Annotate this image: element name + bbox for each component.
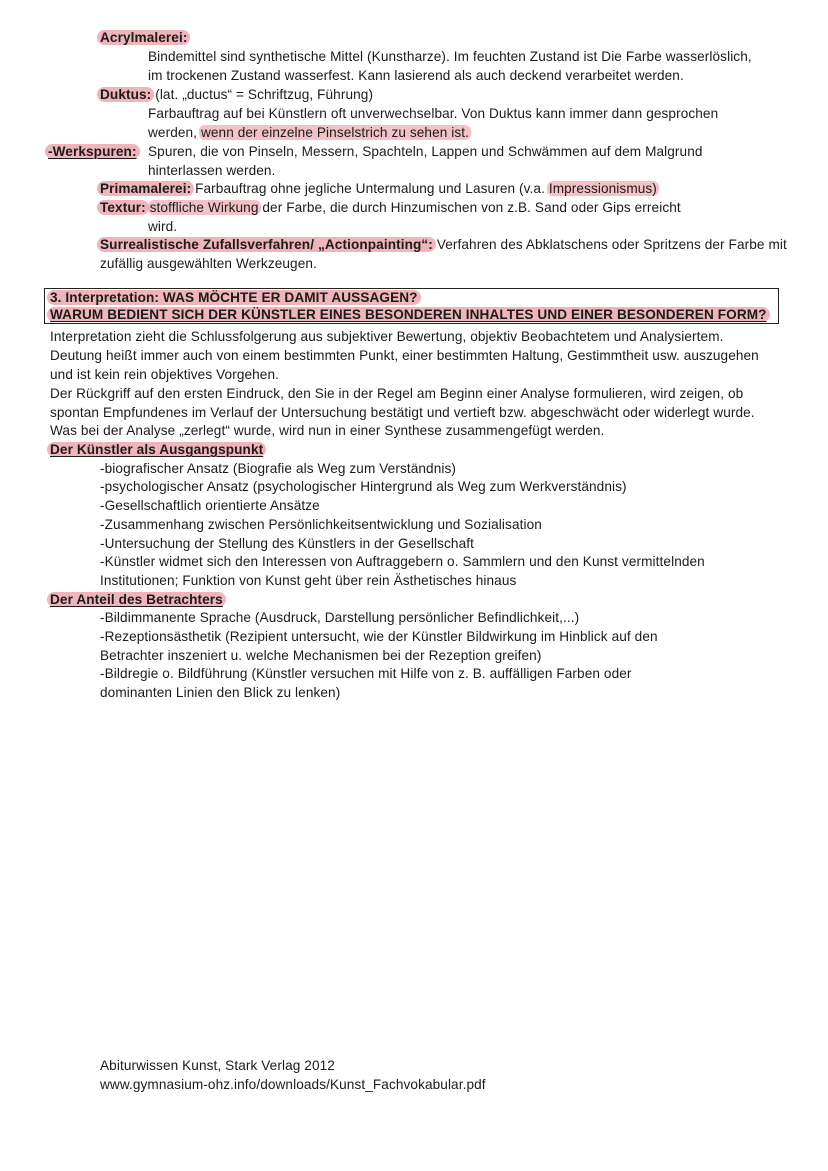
term-acrylmalerei: [100, 29, 187, 47]
list-item: -Künstler widmet sich den Interessen von Auftraggebern o. Sammlern und den Kunst vermittelnden: [100, 554, 705, 569]
definition-line: wird.: [148, 219, 178, 234]
list-item: Betrachter inszeniert u. welche Mechanismen bei der Rezeption greifen): [100, 648, 542, 663]
list-item: Institutionen; Funktion von Kunst geht über rein Ästhetisches hinaus: [100, 573, 517, 588]
subheading-text: Der Künstler als Ausgangspunkt: [47, 442, 266, 457]
definition-text: werden,: [148, 125, 201, 140]
list-item: -psychologischer Ansatz (psychologischer Hintergrund als Weg zum Werkverständnis): [100, 479, 627, 494]
highlighted-text: stoffliche Wirkung: [149, 200, 259, 215]
definition-line: zufällig ausgewählten Werkzeugen.: [100, 256, 317, 271]
term-label: Duktus:: [97, 87, 154, 102]
term-label: Primamalerei:: [97, 181, 194, 196]
paragraph-line: Was bei der Analyse „zerlegt“ wurde, wird nun in einer Synthese zusammengefügt werden.: [50, 423, 605, 438]
definition-line: Farbauftrag auf bei Künstlern oft unverwechselbar. Von Duktus kann immer dann gesprochen: [148, 106, 719, 121]
term-werkspuren: [48, 143, 137, 161]
definition-line: im trockenen Zustand wasserfest. Kann lasierend als auch deckend verarbeitet werden.: [148, 68, 684, 83]
term-primamalerei: [100, 180, 657, 198]
term-label: Acrylmalerei:: [97, 30, 190, 45]
definition-text: (lat. „ductus“ = Schriftzug, Führung): [151, 87, 374, 102]
list-item: dominanten Linien den Blick zu lenken): [100, 685, 341, 700]
term-duktus: [100, 86, 373, 104]
list-item: -Bildregie o. Bildführung (Künstler versuchen mit Hilfe von z. B. auffälligen Farben oder: [100, 666, 632, 681]
term-label: Surrealistische Zufallsverfahren/ „Actionpainting“:: [97, 237, 436, 252]
term-label: Textur:: [97, 200, 149, 215]
definition-line: Bindemittel sind synthetische Mittel (Kunstharze). Im feuchten Zustand ist Die Farbe wasserlöslich,: [148, 49, 752, 64]
paragraph-line: Deutung heißt immer auch von einem bestimmten Punkt, einer bestimmten Haltung, Gestimmtheit usw. auszugehen: [50, 348, 759, 363]
list-item: -biografischer Ansatz (Biografie als Weg zum Verständnis): [100, 461, 457, 476]
highlighted-text: Impressionismus): [548, 181, 657, 196]
term-surrealistische-zufallsverfahren: [100, 236, 787, 254]
heading-text: WARUM BEDIENT SICH DER KÜNSTLER EINES BESONDEREN INHALTES UND EINER BESONDEREN FORM?: [47, 307, 770, 322]
paragraph-line: Der Rückgriff auf den ersten Eindruck, den Sie in der Regel am Beginn einer Analyse formulieren, wird zeigen, ob: [50, 386, 744, 401]
definition-text: Verfahren des Abklatschens oder Spritzens der Farbe mit: [432, 237, 787, 252]
definition-line: Spuren, die von Pinseln, Messern, Spachteln, Lappen und Schwämmen auf dem Malgrund: [148, 144, 703, 159]
definition-line: hinterlassen werden.: [148, 163, 276, 178]
list-item: -Gesellschaftlich orientierte Ansätze: [100, 498, 320, 513]
definition-text: Farbauftrag ohne jegliche Untermalung und Lasuren (v.a.: [191, 181, 549, 196]
paragraph-line: Interpretation zieht die Schlussfolgerung aus subjektiver Bewertung, objektiv Beobachtetem und Analysiertem.: [50, 329, 724, 344]
footer-url: www.gymnasium-ohz.info/downloads/Kunst_Fachvokabular.pdf: [100, 1077, 486, 1092]
term-textur: [100, 199, 681, 217]
term-label: -Werkspuren:: [45, 144, 140, 159]
footer-source: Abiturwissen Kunst, Stark Verlag 2012: [100, 1058, 335, 1073]
list-item: -Untersuchung der Stellung des Künstlers in der Gesellschaft: [100, 536, 474, 551]
list-item: -Rezeptionsästhetik (Rezipient untersucht, wie der Künstler Bildwirkung im Hinblick auf den: [100, 629, 658, 644]
paragraph-line: spontan Empfundenes im Verlauf der Untersuchung bestätigt und vertieft bzw. abgeschwächt oder widerlegt wurde.: [50, 405, 755, 420]
paragraph-line: und ist kein rein objektives Vorgehen.: [50, 367, 279, 382]
heading-text: 3. Interpretation: WAS MÖCHTE ER DAMIT AUSSAGEN?: [47, 290, 421, 305]
subheading-text: Der Anteil des Betrachters: [47, 592, 226, 607]
section-heading-1: [50, 289, 418, 307]
list-item: -Zusammenhang zwischen Persönlichkeitsentwicklung und Sozialisation: [100, 517, 542, 532]
list-item: -Bildimmanente Sprache (Ausdruck, Darstellung persönlicher Befindlichkeit,...): [100, 610, 580, 625]
definition-line: [148, 124, 469, 142]
section-heading-2: [50, 306, 767, 324]
highlighted-text: wenn der einzelne Pinselstrich zu sehen ist.: [200, 125, 470, 140]
definition-text: der Farbe, die durch Hinzumischen von z.B. Sand oder Gips erreicht: [258, 200, 681, 215]
subheading-kuenstler: [50, 441, 263, 459]
subheading-betrachter: [50, 591, 223, 609]
